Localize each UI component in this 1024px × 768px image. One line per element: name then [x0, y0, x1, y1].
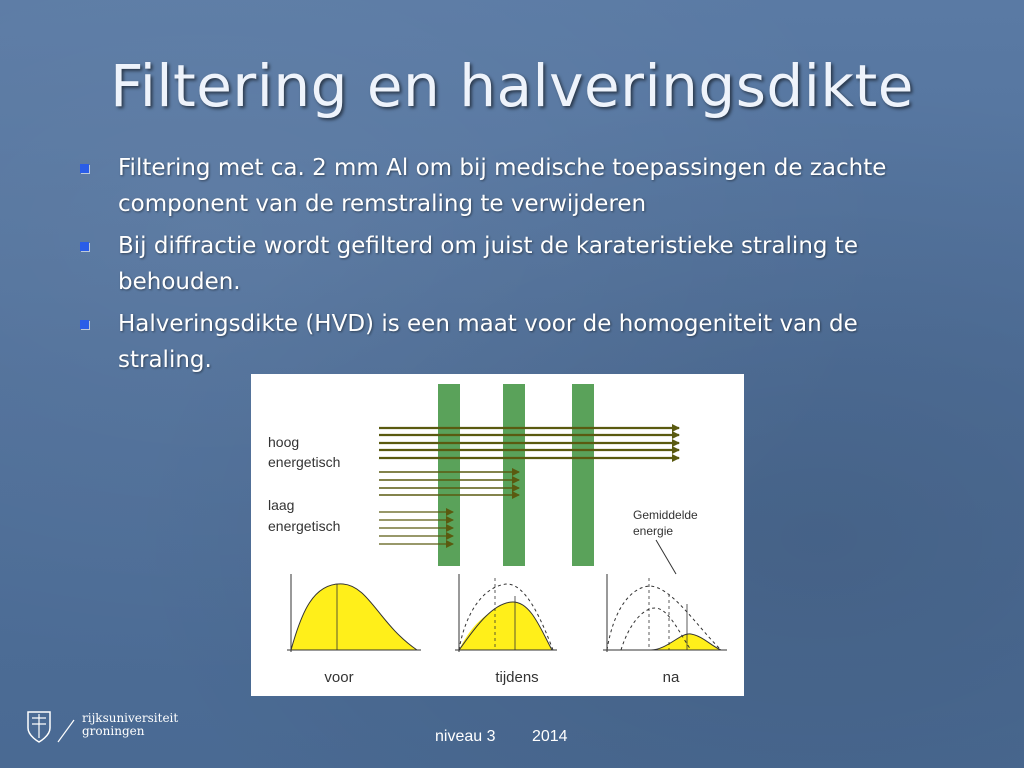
label-high-2: energetisch [268, 454, 341, 470]
filter-slab-2 [503, 384, 525, 566]
bullet-item [80, 150, 940, 222]
bullet-square-icon [80, 242, 89, 251]
university-logo [26, 706, 186, 750]
footer-level: niveau 3 [435, 728, 496, 745]
caption-during: tijdens [495, 669, 539, 686]
label-average-2: energie [633, 524, 674, 538]
bullet-list [80, 150, 940, 384]
filter-slab-3 [572, 384, 594, 566]
bullet-text: Bij diffractie wordt gefilterd om juist de karateristieke straling te behouden. [118, 233, 858, 295]
footer [435, 728, 600, 746]
label-low-2: energetisch [268, 518, 341, 534]
high-energy-arrows [379, 428, 679, 458]
spectrum-during [455, 574, 557, 652]
bullet-square-icon [80, 320, 89, 329]
university-name-line-2: groningen [82, 724, 145, 738]
label-low: laag [268, 497, 295, 513]
filter-slab-1 [438, 384, 460, 566]
slide-title: Filtering en halveringsdikte [110, 52, 914, 120]
caption-after: na [662, 669, 680, 686]
caption-before: voor [324, 669, 354, 686]
bullet-text: Filtering met ca. 2 mm Al om bij medische toepassingen de zachte component van de remstraling te verwijderen [118, 155, 887, 217]
bullet-text: Halveringsdikte (HVD) is een maat voor de homogeniteit van de straling. [118, 311, 858, 373]
spectrum-after [603, 574, 727, 652]
spectrum-before [287, 574, 421, 652]
filtering-diagram-svg [251, 374, 744, 696]
bullet-item [80, 306, 940, 378]
bullet-square-icon [80, 164, 89, 173]
bullet-item [80, 228, 940, 300]
university-name-line-1: rijksuniversiteit [82, 711, 179, 725]
average-pointer [656, 540, 676, 574]
filtering-diagram [251, 374, 744, 696]
label-average: Gemiddelde [633, 508, 698, 522]
label-high: hoog [268, 434, 300, 450]
footer-year: 2014 [531, 728, 568, 745]
